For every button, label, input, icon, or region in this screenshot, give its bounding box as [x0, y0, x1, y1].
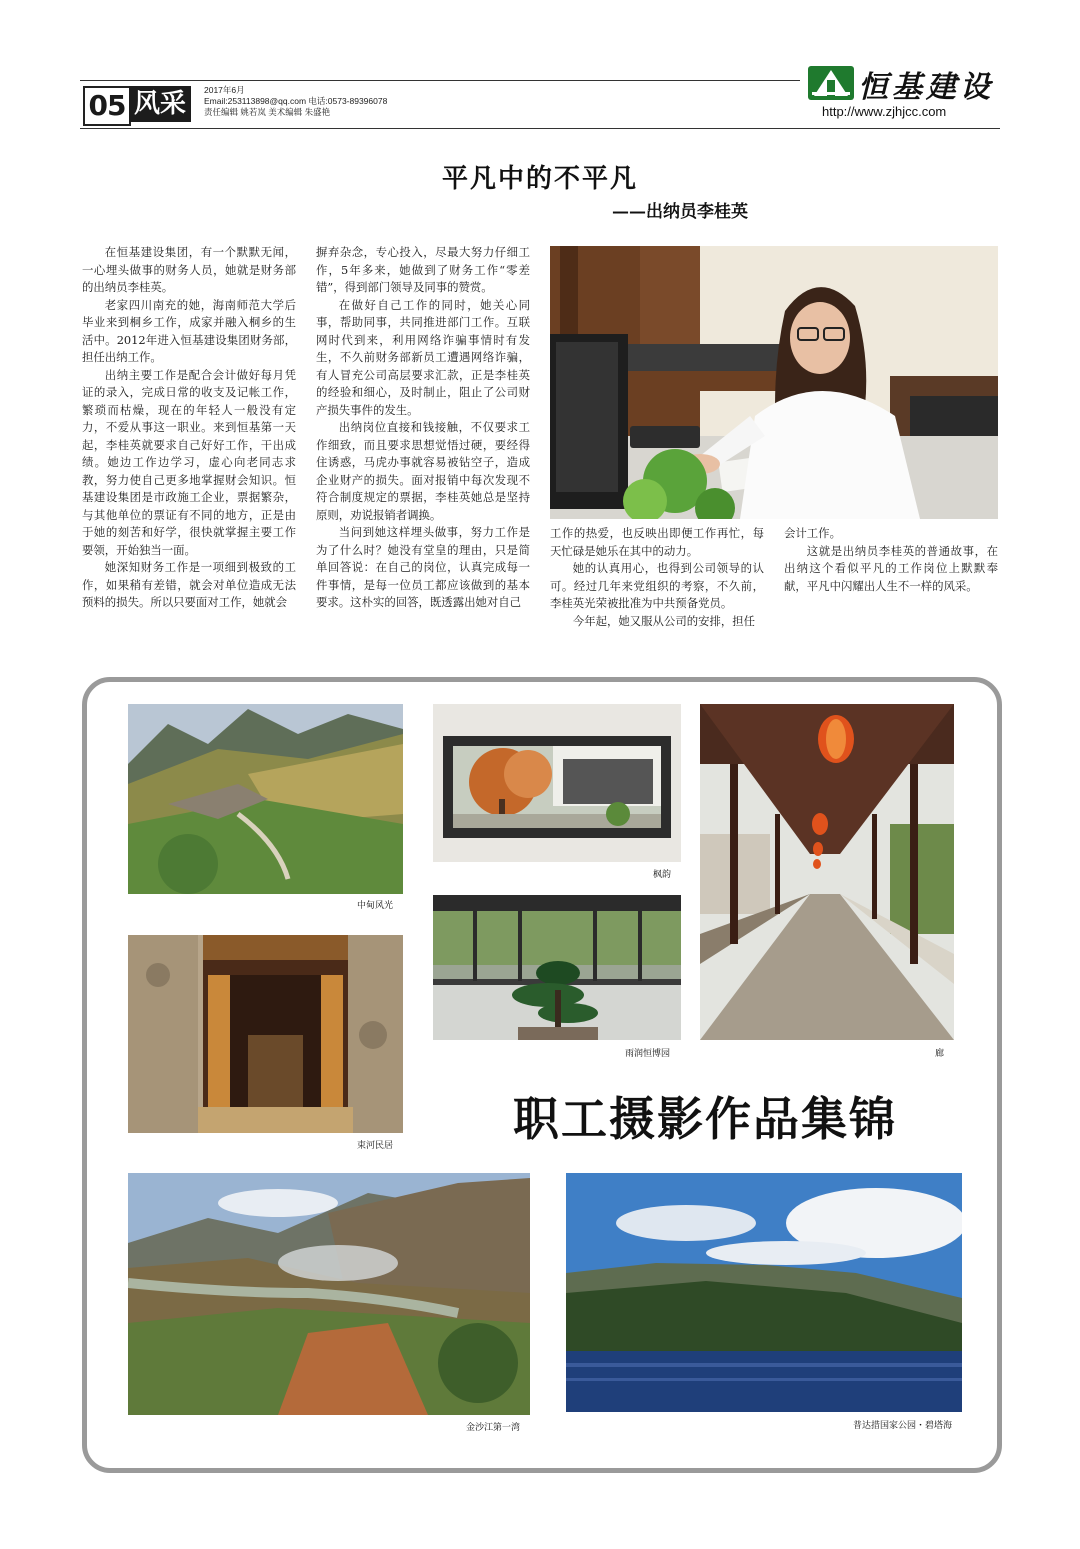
caption-yurun: 雨润恒博园: [624, 1048, 670, 1058]
gallery-photo-zhongdian: [128, 704, 403, 894]
paragraph: 她深知财务工作是一项细到极致的工作，如果稍有差错，就会对单位造成无法预料的损失。所以只要面对工作，她就会: [82, 560, 296, 609]
gallery-photo-bitahai: [566, 1173, 962, 1412]
gallery-photo-yurun: [433, 895, 681, 1040]
article-column-2: [316, 244, 530, 612]
article-column-4: [784, 525, 998, 595]
article-column-1: [82, 244, 296, 612]
logo-icon: [808, 66, 854, 100]
article-subtitle: ——出纳员李桂英: [612, 202, 748, 222]
contact-line: Email:253113898@qq.com 电话:0573-89396078: [204, 96, 388, 106]
paragraph: 摒弃杂念，专心投入，尽最大努力仔细工作，5年多来，她做到了财务工作“零差错”，得到部门领导及同事的赞赏。: [316, 245, 530, 294]
paragraph: 出纳岗位直接和钱接触，不仅要求工作细致，而且要求思想觉悟过硬，要经得住诱惑，马虎办事就容易被钻空子，造成企业财产的损失。面对报销中每次发现不符合制度规定的票据，李桂英她总是坚持原则，劝说报销者调换。: [316, 420, 530, 522]
article-column-3: [550, 525, 764, 630]
paragraph: 她的认真用心，也得到公司领导的认可。经过几年来党组织的考察，不久前，李桂英光荣被批准为中共预备党员。: [550, 561, 764, 610]
masthead-logo: [800, 62, 1000, 126]
paragraph: 今年起，她又服从公司的安排，担任: [572, 613, 756, 628]
caption-fengyun: 枫韵: [652, 869, 671, 879]
editors-line: 责任编辑 姚若岚 美术编辑 朱盛艳: [204, 107, 331, 117]
page-number: 05: [83, 86, 131, 126]
gallery-photo-jinshajiang: [128, 1173, 530, 1415]
paragraph: 工作的热爱，也反映出即便工作再忙，每天忙碌是她乐在其中的动力。: [550, 526, 764, 558]
paragraph: 会计工作。: [784, 526, 841, 540]
gallery-photo-shuhe: [128, 935, 403, 1133]
header-info: [204, 85, 387, 118]
paragraph: 这就是出纳员李桂英的普通故事，在出纳这个看似平凡的工作岗位上默默奉献，平凡中闪耀出人生不一样的风采。: [784, 543, 998, 593]
paragraph: 出纳主要工作是配合会计做好每月凭证的录入，完成日常的收支及记帐工作，繁琐而枯燥，现在的年轻人一般没有定力，不爱从事这一职业。来到恒基第一天起，李桂英就要求自己好好工作，干出成绩。她边工作边学习，虚心向老同志求教，努力使自己更多地掌握财会知识。恒基建设集团是市政施工企业，票据繁杂，与其他单位的票证有不同的地方，正是由于她的刻苦和好学，很快就掌握主要工作要领，开始独当一面。: [82, 367, 296, 557]
paragraph: 当问到她这样埋头做事，努力工作是为了什么时？她没有堂皇的理由，只是简单回答说：在自己的岗位，认真完成每一件事情，是每一位员工都应该做到的基本要求。这朴实的回答，既透露出她对自己: [316, 525, 530, 609]
gallery-photo-fengyun: [433, 704, 681, 862]
caption-jinshajiang: 金沙江第一湾: [465, 1422, 520, 1432]
gallery-title: 职工摄影作品集锦: [513, 1092, 897, 1146]
caption-shuhe: 束河民居: [356, 1140, 393, 1150]
caption-zhongdian: 中甸风光: [356, 900, 393, 910]
caption-corridor: 廊: [934, 1048, 944, 1058]
section-name: 风采: [129, 86, 191, 122]
gallery-photo-corridor: [700, 704, 954, 1040]
paragraph: 老家四川南充的她，海南师范大学后毕业来到桐乡工作，成家并融入桐乡的生活中。2012年进入恒基建设集团财务部，担任出纳工作。: [82, 297, 296, 364]
issue-date: 2017年6月: [204, 85, 245, 95]
caption-bitahai: 普达措国家公园・碧塔海: [852, 1420, 952, 1430]
paragraph: 在恒基建设集团，有一个默默无闻，一心埋头做事的财务人员，她就是财务部的出纳员李桂英。: [82, 245, 296, 294]
article-title: 平凡中的不平凡: [441, 164, 638, 194]
portrait-photo: [550, 246, 998, 519]
paragraph: 在做好自己工作的同时，她关心同事，帮助同事，共同推进部门工作。互联网时代到来，利用网络诈骗事情时有发生，不久前财务部新员工遭遇网络诈骗，有人冒充公司高层要求汇款，正是李桂英的经验和细心，及时制止，阻止了公司财产损失事件的发生。: [316, 297, 530, 417]
logo-text: 恒基建设: [858, 70, 994, 105]
logo-url: http://www.zjhjcc.com: [822, 104, 947, 119]
